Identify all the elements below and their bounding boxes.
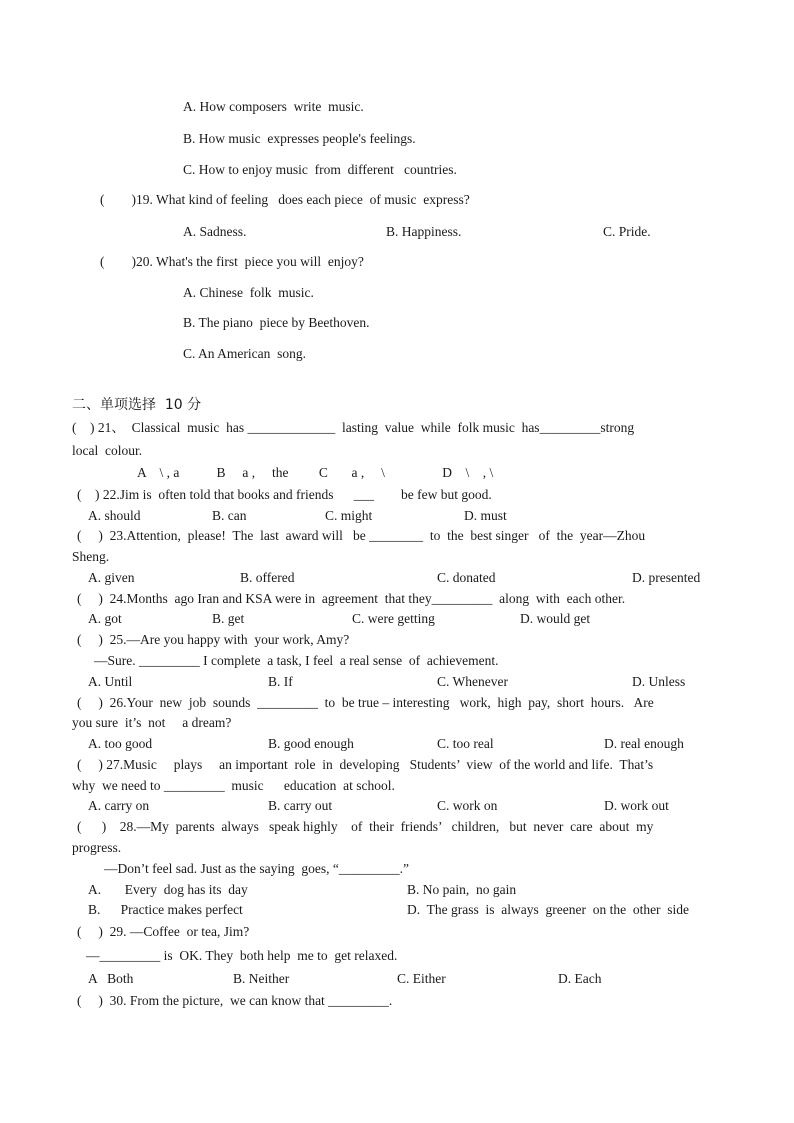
question-30: ( ) 30. From the picture, we can know that _________. [77,993,393,1008]
question-21: ( ) 21、 Classical music has _____________ lasting value while folk music has_________strong [72,420,635,435]
q22-option-b: B. can [212,508,247,523]
q28-option-c: B. Practice makes perfect [88,902,243,917]
section-heading: 二、单项选择 10 分 [72,397,202,413]
q29-option-d: D. Each [558,971,602,986]
q28-option-b: B. No pain, no gain [407,882,517,897]
question-28: ( ) 28.—My parents always speak highly of their friends’ children, but never care about my [77,819,654,834]
q29-option-c: C. Either [397,971,446,986]
q24-option-a: A. got [88,611,122,626]
question-25-cont: —Sure. _________ I complete a task, I feel a real sense of achievement. [94,653,499,668]
q20-option-a: A. Chinese folk music. [183,285,314,300]
q20-option-b: B. The piano piece by Beethoven. [183,315,370,330]
q18-option-b: B. How music expresses people's feelings. [183,131,416,146]
q27-option-b: B. carry out [268,798,333,813]
q18-option-a: A. How composers write music. [183,99,364,114]
q23-option-d: D. presented [632,570,701,585]
q22-option-a: A. should [88,508,141,523]
q29-option-b: B. Neither [233,971,290,986]
question-22: ( ) 22.Jim is often told that books and friends ___ be few but good. [77,487,492,502]
question-29-cont: —_________ is OK. They both help me to get relaxed. [86,948,398,963]
q25-option-a: A. Until [88,674,133,689]
question-20: ( )20. What's the first piece you will enjoy? [100,254,364,269]
q25-option-d: D. Unless [632,674,686,689]
q27-option-a: A. carry on [88,798,150,813]
question-28-reply: —Don’t feel sad. Just as the saying goes, “_________.” [104,861,409,876]
q18-option-c: C. How to enjoy music from different countries. [183,162,457,177]
q24-option-c: C. were getting [352,611,435,626]
q25-option-c: C. Whenever [437,674,508,689]
question-25: ( ) 25.—Are you happy with your work, Amy? [77,632,350,647]
q23-option-a: A. given [88,570,135,585]
question-26: ( ) 26.Your new job sounds _________ to be true – interesting work, high pay, short hours. Are [77,695,654,710]
q29-option-a: A Both [88,971,134,986]
question-27-cont: why we need to _________ music education at school. [72,778,395,793]
q19-option-c: C. Pride. [603,224,651,239]
q23-option-c: C. donated [437,570,496,585]
q22-option-d: D. must [464,508,507,523]
q21-options: A \ , a B a , the C a , \ D \ , \ [137,465,494,480]
q19-option-a: A. Sadness. [183,224,247,239]
question-19: ( )19. What kind of feeling does each piece of music express? [100,192,470,207]
q26-option-a: A. too good [88,736,153,751]
q22-option-c: C. might [325,508,373,523]
question-29: ( ) 29. —Coffee or tea, Jim? [77,924,250,939]
question-27: ( ) 27.Music plays an important role in developing Students’ view of the world and life. That’s [77,757,654,772]
question-23-cont: Sheng. [72,549,110,564]
question-23: ( ) 23.Attention, please! The last award will be ________ to the best singer of the year—Zhou [77,528,646,543]
q27-option-d: D. work out [604,798,669,813]
q19-option-b: B. Happiness. [386,224,462,239]
question-28-cont: progress. [72,840,122,855]
q23-option-b: B. offered [240,570,295,585]
q27-option-c: C. work on [437,798,498,813]
question-21-cont: local colour. [72,443,143,458]
question-24: ( ) 24.Months ago Iran and KSA were in agreement that they_________ along with each other. [77,591,626,606]
q28-option-a: A. Every dog has its day [88,882,248,897]
q24-option-d: D. would get [520,611,591,626]
q28-option-d: D. The grass is always greener on the other side [407,902,690,917]
q20-option-c: C. An American song. [183,346,306,361]
q24-option-b: B. get [212,611,245,626]
question-26-cont: you sure it’s not a dream? [72,715,232,730]
q26-option-c: C. too real [437,736,494,751]
q26-option-b: B. good enough [268,736,354,751]
q26-option-d: D. real enough [604,736,684,751]
q25-option-b: B. If [268,674,293,689]
